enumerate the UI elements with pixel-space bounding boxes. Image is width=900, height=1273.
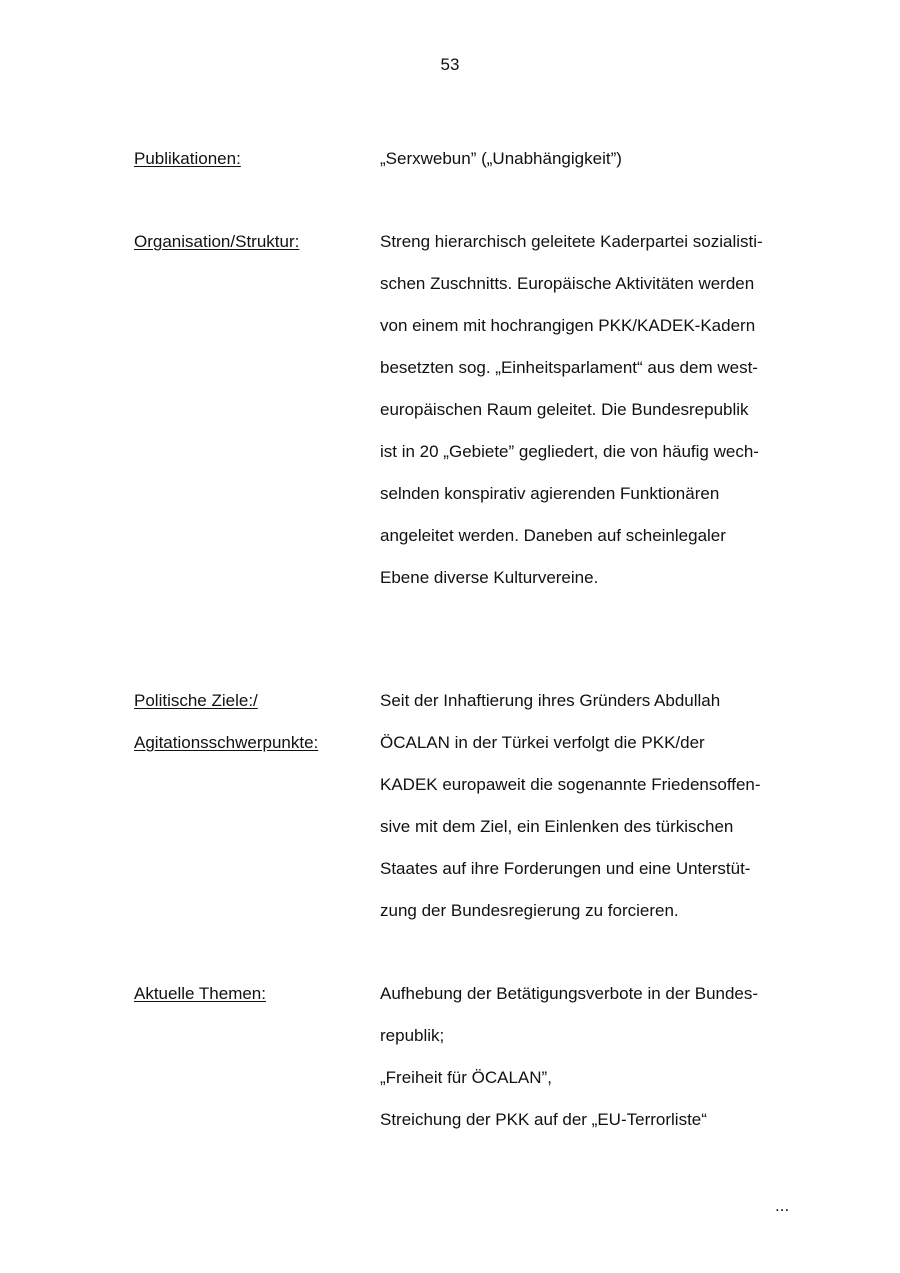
label-line: Politische Ziele:/ xyxy=(134,691,258,710)
content-line: Ebene diverse Kulturvereine. xyxy=(380,568,599,587)
label-line: Organisation/Struktur: xyxy=(134,232,300,251)
content-line: KADEK europaweit die sogenannte Friedensoffen- xyxy=(380,775,761,794)
content-line: ÖCALAN in der Türkei verfolgt die PKK/der xyxy=(380,733,705,752)
content-line: zung der Bundesregierung zu forcieren. xyxy=(380,901,679,920)
content-line: europäischen Raum geleitet. Die Bundesrepublik xyxy=(380,400,749,419)
section-label xyxy=(134,221,374,263)
content-line: schen Zuschnitts. Europäische Aktivitäten werden xyxy=(380,274,755,293)
section-content xyxy=(380,138,800,180)
content-line: angeleitet werden. Daneben auf scheinlegaler xyxy=(380,526,726,545)
content-line: ist in 20 „Gebiete” gegliedert, die von häufig wech- xyxy=(380,442,759,461)
content-line: „Serxwebun” („Unabhängigkeit”) xyxy=(380,149,622,168)
content-line: besetzten sog. „Einheitsparlament“ aus dem west- xyxy=(380,358,758,377)
content-line: Streichung der PKK auf der „EU-Terrorliste“ xyxy=(380,1110,707,1129)
section-label xyxy=(134,138,374,180)
content-line: selnden konspirativ agierenden Funktionären xyxy=(380,484,720,503)
content-line: von einem mit hochrangigen PKK/KADEK-Kadern xyxy=(380,316,756,335)
content-line: Streng hierarchisch geleitete Kaderpartei sozialisti- xyxy=(380,232,763,251)
content-line: „Freiheit für ÖCALAN”, xyxy=(380,1068,552,1087)
label-line: Publikationen: xyxy=(134,149,241,168)
section-content xyxy=(380,680,800,932)
section-content xyxy=(380,973,800,1141)
section-label xyxy=(134,973,374,1015)
content-line: republik; xyxy=(380,1026,445,1045)
section-label xyxy=(134,680,374,764)
label-line: Agitationsschwerpunkte: xyxy=(134,733,319,752)
label-line: Aktuelle Themen: xyxy=(134,984,266,1003)
section-content xyxy=(380,221,800,599)
continuation-mark: ... xyxy=(775,1196,790,1215)
content-line: Staates auf ihre Forderungen und eine Unterstüt- xyxy=(380,859,751,878)
page-number: 53 xyxy=(440,55,460,74)
content-line: Aufhebung der Betätigungsverbote in der Bundes- xyxy=(380,984,759,1003)
content-line: sive mit dem Ziel, ein Einlenken des türkischen xyxy=(380,817,734,836)
content-line: Seit der Inhaftierung ihres Gründers Abdullah xyxy=(380,691,721,710)
